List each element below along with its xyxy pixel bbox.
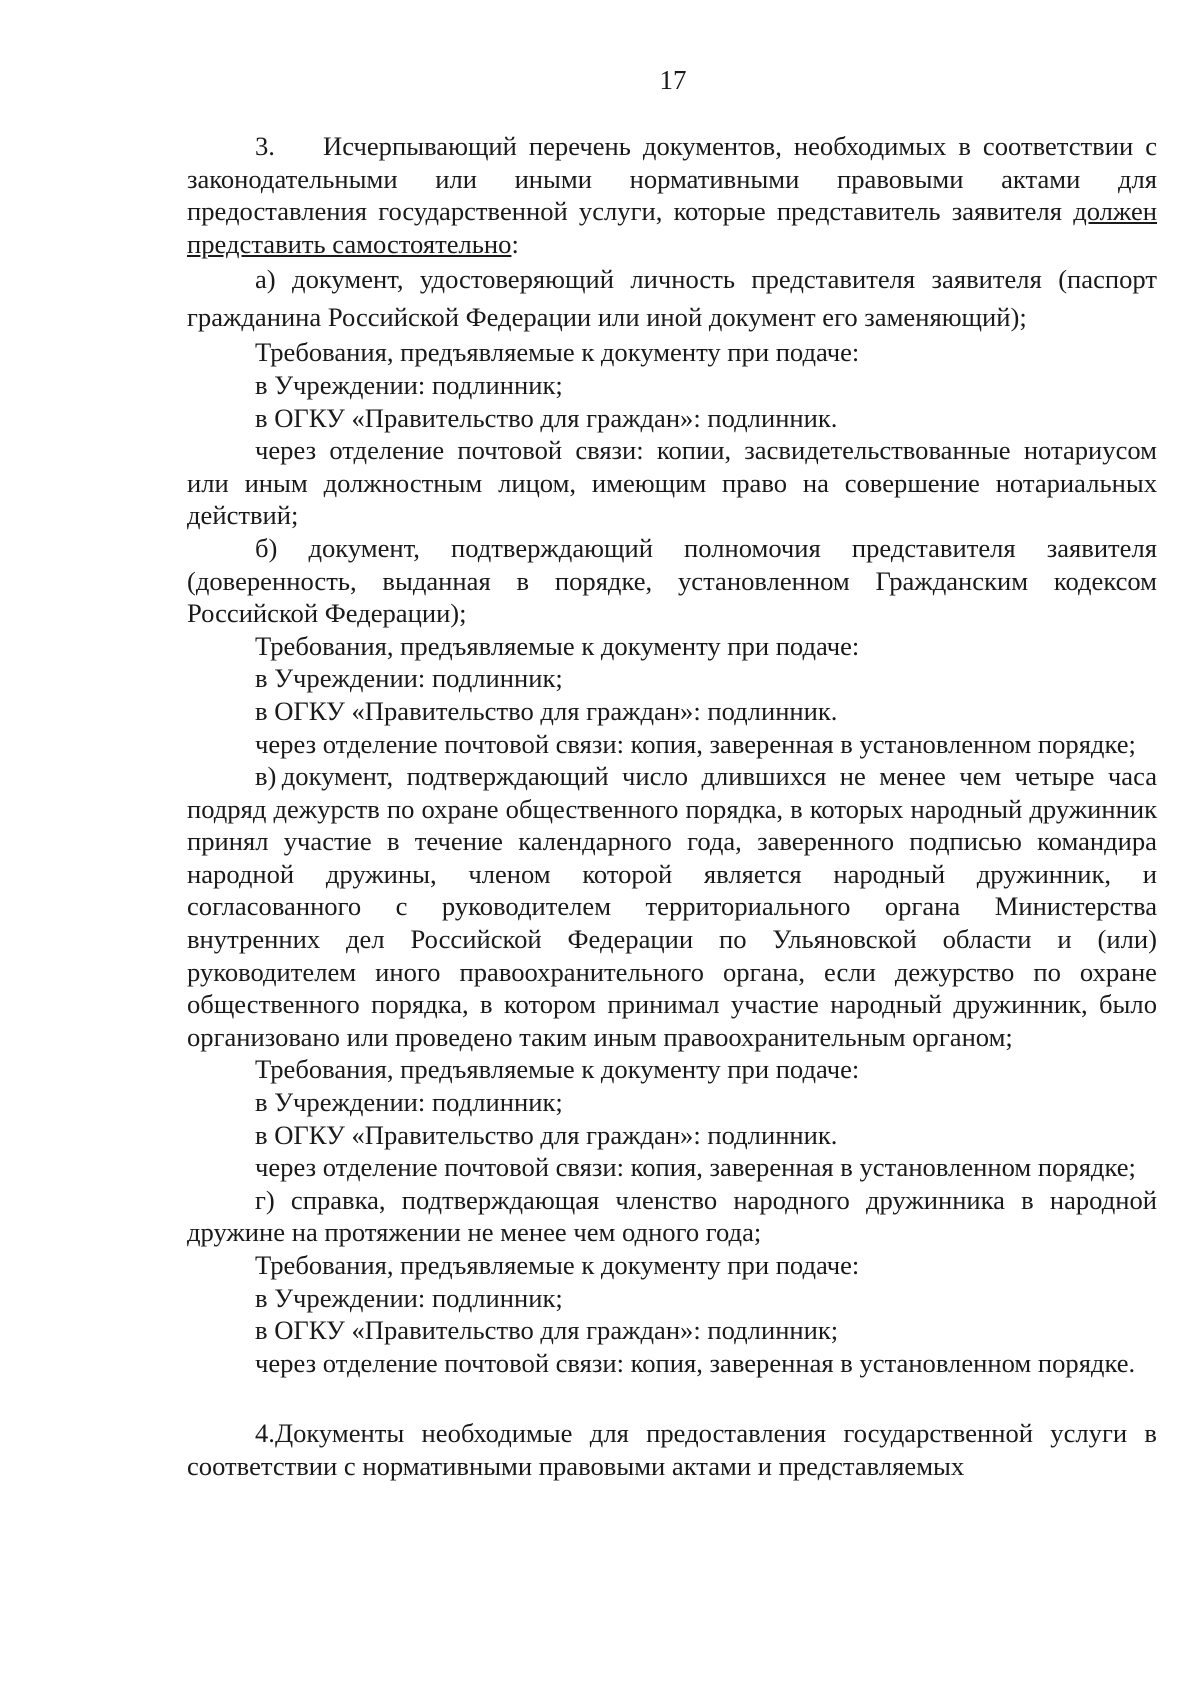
item-v-requirements-title: Требования, предъявляемые к документу при подаче:: [255, 1054, 860, 1085]
item-g-requirement-post: через отделение почтовой связи: копия, заверенная в установленном порядке.: [255, 1347, 1136, 1378]
item-g-requirements-title: Требования, предъявляемые к документу при подаче:: [255, 1250, 860, 1280]
item-v-requirement-ogku: в ОГКУ «Правительство для граждан»: подлинник.: [255, 1119, 838, 1150]
item-v-requirement-post: через отделение почтовой связи: копия, заверенная в установленном порядке;: [255, 1152, 1136, 1183]
section-3-intro-colon: :: [511, 228, 519, 259]
item-a-requirement-post: через отделение почтовой связи: копии, засвидетельствованные нотариусом или иным должностным лицом, имеющим право на совершение нотариальных действий;: [187, 435, 1157, 531]
section-4-intro: 4.Документы необходимые для предоставления государственной услуги в соответствии с нормативными правовыми актами и представляемых: [187, 1418, 1157, 1481]
item-a-requirements-title: Требования, предъявляемые к документу при подаче:: [255, 337, 860, 368]
item-b-requirement-ogku: в ОГКУ «Правительство для граждан»: подлинник.: [255, 695, 838, 726]
item-a-requirement-institution: в Учреждении: подлинник;: [255, 369, 563, 400]
item-v: в) документ, подтверждающий число длившихся не менее чем четыре часа подряд дежурств по охране общественного порядка, в которых народный дружинник принял участие в течение календарного года, заверенного подписью командира народной дружины, членом которой является народный дружинник, и согласованного с руководителем территориального органа Министерства внутренних дел Российской Федерации по Ульяновской области и (или) руководителем иного правоохранительного органа, если дежурство по охране общественного порядка, в котором принимал участие народный дружинник, было организовано или проведено таким иным правоохранительным органом;: [187, 761, 1157, 1052]
item-b-requirement-post: через отделение почтовой связи: копия, заверенная в установленном порядке;: [255, 728, 1136, 759]
page-number: 17: [659, 65, 687, 95]
item-g-requirement-ogku: в ОГКУ «Правительство для граждан»: подлинник;: [255, 1315, 839, 1346]
section-3-intro: [187, 130, 1157, 260]
item-b-requirement-institution: в Учреждении: подлинник;: [255, 663, 563, 694]
item-a: а) документ, удостоверяющий личность представителя заявителя (паспорт гражданина Российской Федерации или иной документ его заменяющий);: [187, 264, 1157, 333]
document-body: [187, 130, 1157, 1483]
item-g: г) справка, подтверждающая членство народного дружинника в народной дружине на протяжении не менее чем одного года;: [187, 1184, 1157, 1248]
item-a-requirement-ogku: в ОГКУ «Правительство для граждан»: подлинник.: [255, 402, 838, 433]
item-v-requirement-institution: в Учреждении: подлинник;: [255, 1087, 563, 1118]
item-g-requirement-institution: в Учреждении: подлинник;: [255, 1282, 563, 1313]
section-3-intro-underlined: должен представить самостоятельно: [187, 196, 1157, 259]
section-3-intro-text: 3. Исчерпывающий перечень документов, необходимых в соответствии с законодательными или иными нормативными правовыми актами для предоставления государственной услуги, которые представитель заявителя: [187, 131, 1157, 227]
item-b-requirements-title: Требования, предъявляемые к документу при подаче:: [255, 630, 860, 661]
item-b: б) документ, подтверждающий полномочия представителя заявителя (доверенность, выданная в порядке, установленном Гражданским кодексом Российской Федерации);: [187, 532, 1157, 629]
